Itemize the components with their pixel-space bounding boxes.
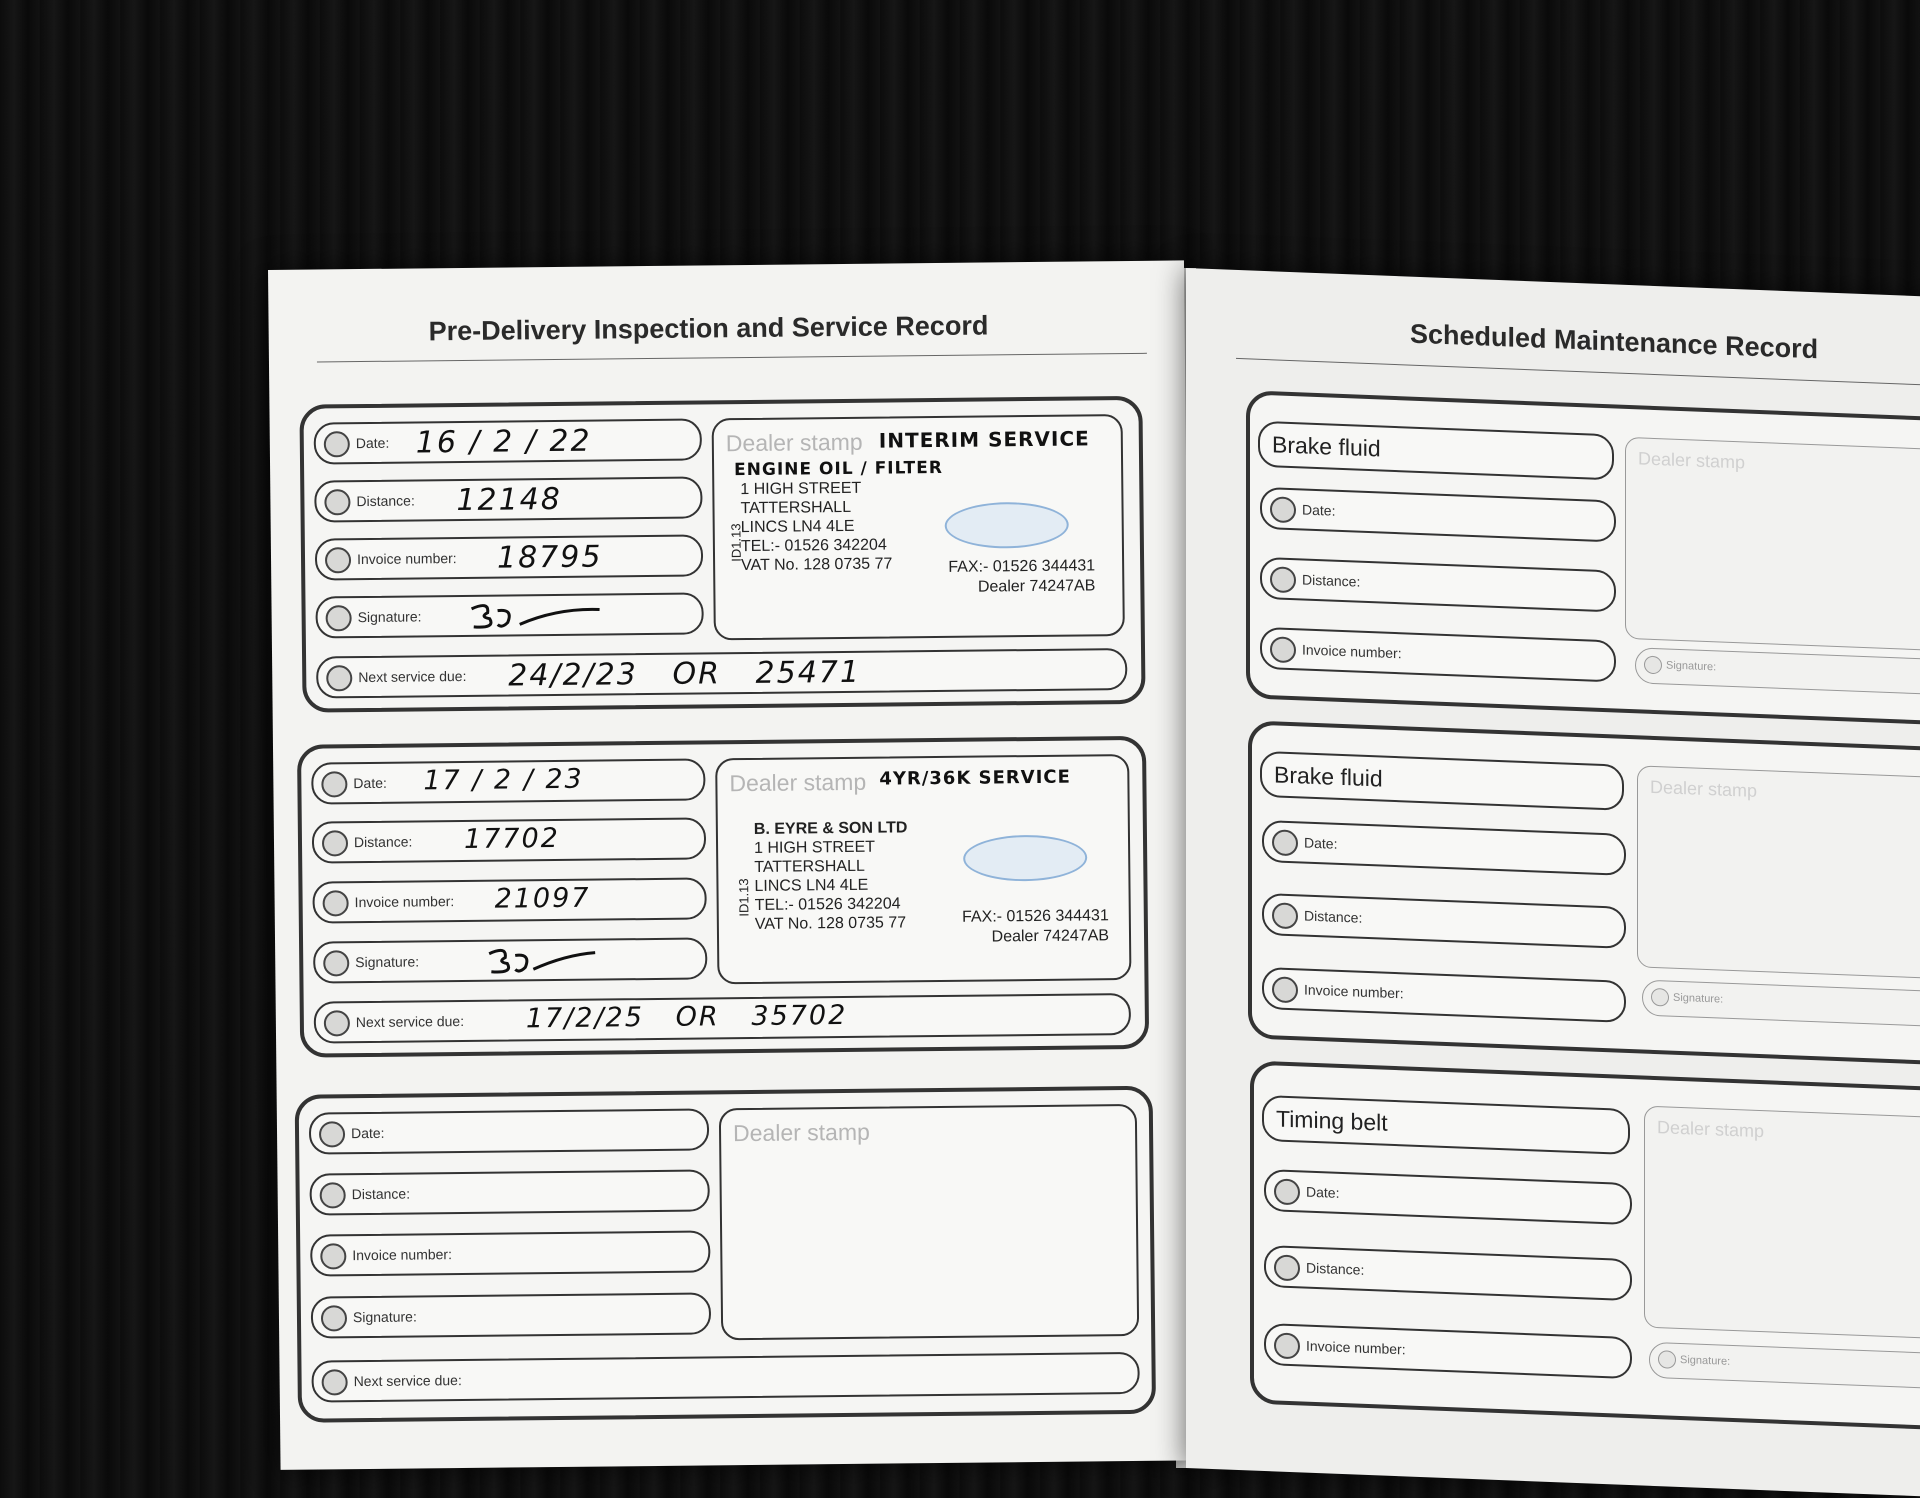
distance-field[interactable]	[1264, 1245, 1632, 1301]
distance-field[interactable]	[1262, 893, 1626, 949]
left-page	[268, 260, 1197, 1470]
date-label: Date:	[1302, 501, 1336, 519]
radio-icon[interactable]	[1270, 636, 1296, 663]
date-field[interactable]	[311, 758, 705, 804]
signature-label: Signature:	[357, 608, 422, 626]
dealer-stamp-box	[1644, 1106, 1920, 1340]
radio-icon[interactable]	[1274, 1254, 1300, 1281]
date-label: Date:	[1306, 1183, 1340, 1201]
radio-icon[interactable]	[1272, 902, 1298, 929]
radio-icon[interactable]	[320, 1243, 346, 1269]
invoice-field[interactable]	[1262, 967, 1626, 1023]
radio-icon[interactable]	[1272, 829, 1298, 856]
maintenance-record-1	[1246, 390, 1920, 726]
next-service-field[interactable]	[316, 648, 1127, 698]
dealer-stamp-label: Dealer stamp	[1657, 1117, 1765, 1142]
dealer-stamp-box	[1625, 437, 1920, 651]
page-title: Pre-Delivery Inspection and Service Record	[428, 310, 989, 347]
invoice-label: Invoice number:	[352, 1246, 453, 1264]
signature-field[interactable]	[313, 937, 707, 983]
task-label: Brake fluid	[1274, 761, 1383, 792]
signature-field[interactable]	[311, 1292, 711, 1338]
right-page	[1186, 268, 1920, 1497]
radio-icon[interactable]	[324, 431, 350, 457]
distance-value: 12148	[456, 481, 563, 519]
invoice-label: Invoice number:	[354, 893, 455, 911]
form-code: ID1.13	[736, 878, 752, 917]
handwritten-signature	[467, 597, 607, 632]
ford-logo-stamp	[963, 834, 1087, 881]
signature-label: Signature:	[1680, 1353, 1731, 1368]
radio-icon[interactable]	[322, 1369, 348, 1395]
signature-label: Signature:	[352, 1308, 417, 1326]
date-field[interactable]	[314, 418, 702, 464]
radio-icon[interactable]	[1272, 976, 1298, 1003]
service-note: INTERIM SERVICE	[878, 426, 1090, 453]
invoice-field[interactable]	[312, 877, 706, 923]
invoice-value: 18795	[496, 539, 603, 576]
signature-field[interactable]	[1649, 1342, 1920, 1390]
radio-icon[interactable]	[320, 1182, 346, 1208]
service-record-3	[295, 1086, 1156, 1423]
date-value: 16 / 2 / 22	[415, 423, 592, 461]
service-record-1	[299, 396, 1145, 713]
distance-label: Distance:	[353, 833, 413, 851]
dealer-address: 1 HIGH STREET TATTERSHALL LINCS LN4 4LE TEL:- 01526 342204 VAT No. 128 0735 77	[740, 479, 893, 575]
service-record-2	[297, 736, 1149, 1058]
task-name-field	[1262, 1095, 1630, 1155]
invoice-field[interactable]	[1260, 627, 1616, 683]
radio-icon[interactable]	[1644, 656, 1662, 675]
service-note-extra: ENGINE OIL / FILTER	[734, 457, 944, 481]
radio-icon[interactable]	[321, 1305, 347, 1331]
date-label: Date:	[355, 434, 390, 452]
radio-icon[interactable]	[325, 547, 351, 573]
distance-label: Distance:	[1302, 571, 1361, 590]
date-label: Date:	[350, 1124, 385, 1142]
distance-field[interactable]	[309, 1169, 709, 1215]
invoice-label: Invoice number:	[356, 550, 457, 568]
dealer-fax-block: FAX:- 01526 344431 Dealer 74247AB	[961, 907, 1110, 946]
radio-icon[interactable]	[326, 605, 352, 631]
signature-label: Signature:	[1673, 991, 1724, 1006]
task-label: Timing belt	[1276, 1105, 1388, 1136]
radio-icon[interactable]	[1270, 566, 1296, 593]
next-service-label: Next service due:	[353, 1372, 462, 1390]
invoice-label: Invoice number:	[1306, 1337, 1406, 1358]
distance-field[interactable]	[312, 817, 706, 863]
invoice-field[interactable]	[310, 1230, 710, 1276]
signature-field[interactable]	[1635, 647, 1920, 695]
radio-icon[interactable]	[1270, 496, 1296, 523]
radio-icon[interactable]	[1274, 1178, 1300, 1205]
dealer-stamp-label: Dealer stamp	[1638, 448, 1746, 473]
radio-icon[interactable]	[324, 489, 350, 515]
signature-label: Signature:	[355, 953, 420, 971]
dealer-stamp-label: Dealer stamp	[732, 1118, 870, 1147]
dealer-fax-block: FAX:- 01526 344431 Dealer 74247AB	[948, 557, 1096, 596]
dealer-address: B. EYRE & SON LTD 1 HIGH STREET TATTERSHALL LINCS LN4 4LE TEL:- 01526 342204 VAT No. 128 0735 77	[753, 819, 908, 933]
radio-icon[interactable]	[322, 830, 348, 856]
next-service-value: 24/2/23 OR 25471	[508, 654, 862, 694]
date-field[interactable]	[309, 1108, 709, 1154]
date-field[interactable]	[1264, 1169, 1632, 1225]
radio-icon[interactable]	[1651, 988, 1669, 1007]
invoice-field[interactable]	[1264, 1323, 1632, 1379]
invoice-label: Invoice number:	[1304, 981, 1404, 1002]
page-title: Scheduled Maintenance Record	[1410, 318, 1819, 365]
radio-icon[interactable]	[324, 1010, 350, 1036]
date-field[interactable]	[1262, 820, 1626, 876]
task-name-field	[1258, 421, 1614, 481]
date-label: Date:	[1304, 834, 1338, 852]
distance-field[interactable]	[314, 476, 702, 522]
distance-field[interactable]	[1260, 557, 1616, 613]
radio-icon[interactable]	[1658, 1350, 1676, 1369]
radio-icon[interactable]	[323, 890, 349, 916]
date-field[interactable]	[1260, 487, 1616, 543]
next-service-label: Next service due:	[355, 1012, 465, 1031]
invoice-label: Invoice number:	[1302, 641, 1402, 662]
dealer-stamp-box	[712, 414, 1125, 640]
form-code: ID1.13	[728, 523, 744, 562]
date-value: 17 / 2 / 23	[423, 763, 584, 797]
distance-label: Distance:	[356, 492, 415, 510]
invoice-field[interactable]	[315, 534, 703, 580]
next-service-field[interactable]	[311, 1352, 1139, 1403]
dealer-stamp-box	[1637, 765, 1920, 979]
radio-icon[interactable]	[323, 950, 349, 976]
radio-icon[interactable]	[1274, 1332, 1300, 1359]
maintenance-record-3	[1250, 1060, 1920, 1431]
dealer-stamp-label: Dealer stamp	[729, 768, 867, 797]
handwritten-signature	[485, 943, 605, 978]
distance-label: Distance:	[1306, 1259, 1365, 1278]
radio-icon[interactable]	[321, 771, 347, 797]
radio-icon[interactable]	[319, 1121, 345, 1147]
next-service-label: Next service due:	[358, 667, 467, 686]
invoice-value: 21097	[494, 882, 591, 915]
ford-logo-stamp	[944, 502, 1068, 549]
title-rule	[317, 353, 1147, 363]
distance-value: 17702	[463, 822, 561, 855]
distance-label: Distance:	[1304, 907, 1363, 926]
dealer-stamp-box	[715, 754, 1131, 984]
signature-label: Signature:	[1666, 659, 1717, 674]
dealer-stamp-label: Dealer stamp	[1650, 776, 1758, 801]
signature-field[interactable]	[315, 592, 703, 638]
distance-label: Distance:	[351, 1185, 411, 1203]
task-name-field	[1260, 751, 1624, 811]
signature-field[interactable]	[1642, 980, 1920, 1028]
maintenance-record-2	[1248, 720, 1920, 1066]
task-label: Brake fluid	[1272, 431, 1381, 462]
radio-icon[interactable]	[326, 665, 352, 691]
dealer-stamp-box	[719, 1104, 1139, 1340]
next-service-field[interactable]	[314, 993, 1131, 1044]
next-service-value: 17/2/25 OR 35702	[525, 999, 848, 1035]
dealer-stamp-label: Dealer stamp	[725, 428, 863, 457]
date-label: Date:	[353, 774, 387, 792]
service-note: 4YR/36K SERVICE	[879, 766, 1071, 790]
